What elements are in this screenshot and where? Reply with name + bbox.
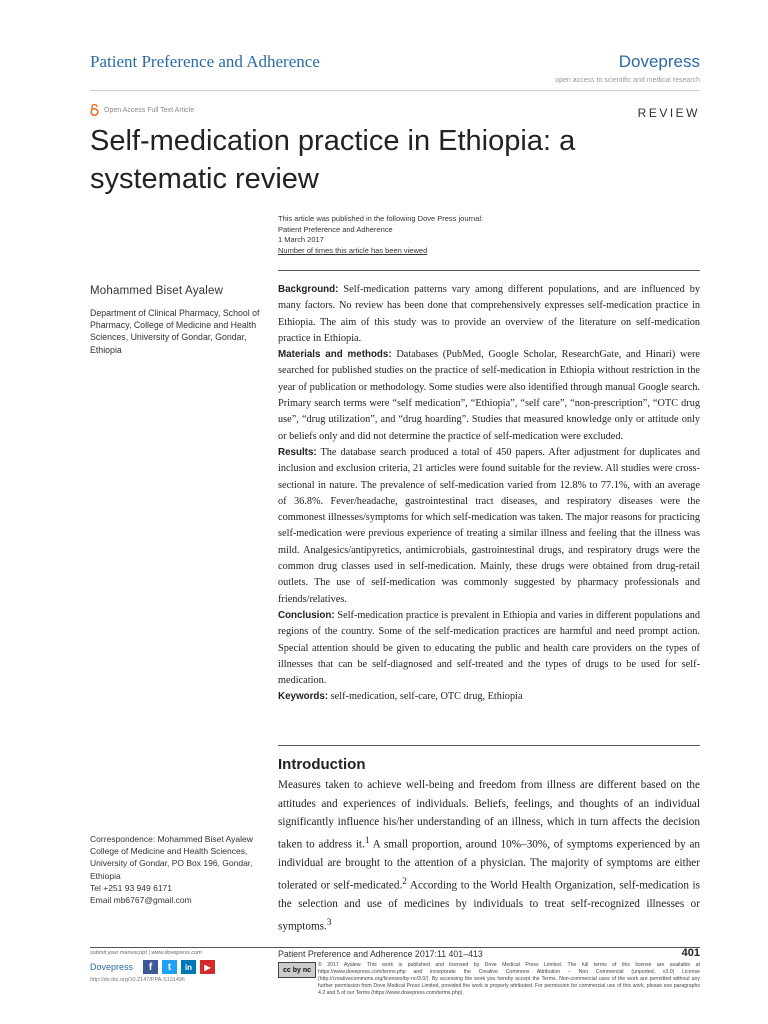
abstract-bottom-rule: [278, 745, 700, 746]
corr-tel: Tel +251 93 949 6171: [90, 882, 173, 893]
journal-citation: Patient Preference and Adherence 2017:11 401–413: [278, 949, 483, 959]
twitter-icon[interactable]: t: [162, 960, 177, 974]
intro-text: According to the World Health Organization, self-medication is the selection and use of medicines by individuals to treat self-recognized illnesses or symptoms.: [278, 879, 700, 933]
views-link[interactable]: Number of times this article has been viewed: [278, 245, 428, 255]
article-title: Self-medication practice in Ethiopia: a systematic review: [90, 125, 576, 195]
pub-info-line: This article was published in the following Dove Press journal:: [278, 214, 484, 223]
abstract-methods: [278, 347, 700, 445]
abstract-label: Keywords:: [278, 691, 329, 703]
citation-ref[interactable]: 1: [364, 835, 370, 846]
journal-title[interactable]: Patient Preference and Adherence: [90, 52, 320, 71]
social-links: [143, 960, 215, 974]
correspondence: [90, 833, 265, 906]
abstract-label: Conclusion:: [278, 609, 335, 621]
abstract-keywords: [278, 689, 700, 705]
abstract-label: Results:: [278, 446, 317, 458]
doi-link[interactable]: http://dx.doi.org/10.2147/PPA.S131496: [90, 977, 185, 983]
article-type: REVIEW: [637, 106, 700, 120]
footer-logo[interactable]: Dovepress: [90, 962, 134, 972]
header-divider: [90, 90, 700, 91]
publisher-tagline: open access to scientific and medical research: [555, 77, 700, 84]
citation-ref[interactable]: 3: [326, 917, 332, 928]
publisher-logo[interactable]: Dovepress: [618, 52, 700, 71]
abstract-text: Self-medication practice is prevalent in Ethiopia and varies in different populations and regions of the country. Some of the self-medication practices are harmful and need prompt action. Special attention should be given to educating the public and health care providers on the types of illnesses that can be self-diagnosed and self-treated and the types of drugs to be used for self-medication.: [278, 609, 700, 687]
section-heading: Introduction: [278, 756, 366, 773]
facebook-icon[interactable]: f: [143, 960, 158, 974]
abstract-text: Databases (PubMed, Google Scholar, ResearchGate, and Hinari) were searched for published studies on the practice of self-medication in Ethiopia without restriction in the year of publication or methodology. Some studies were also identified through manual Google search. Primary search terms were “self medication”, “Ethiopia”, “self care”, “non-prescription”, “OTC drug use”, “drug utilization”, and “drug hoarding”. Studies that measured knowledge only or attitude only or beliefs only and did not determine the practice of self-medication were excluded.: [278, 349, 701, 442]
abstract-conclusion: [278, 608, 700, 689]
abstract-results: [278, 445, 700, 608]
citation-ref[interactable]: 2: [402, 876, 407, 887]
abstract-text: The database search produced a total of 450 papers. After adjustment for duplicates and inclusion and exclusion criteria, 21 articles were found suitable for the review. All studies were cross-sectional in nature. The prevalence of self-medication varied from 12.8% to 77.1%, with an average of 36.8%. Fever/headache, gastrointestinal tract diseases, and respiratory diseases were the commonest illnesses/symptoms for which self-medication was taken. The major reasons for practicing self-medication were previous experience of treating a similar illness and feeling that the illness was mild. Analgesics/antipyretics, antimicrobials, gastrointestinal drugs, and respiratory drugs were the common drug classes used in self-medication. Mainly, these drugs were obtained from drug-retail outlets. The use of self-medication was commonly suggested by pharmacy professionals and friends/relatives.: [278, 446, 700, 605]
author-affiliation: Department of Clinical Pharmacy, School of Pharmacy, College of Medicine and Health Sciences, University of Gondar, Gondar, Ethiopia: [90, 308, 260, 355]
abstract-label: Background:: [278, 284, 339, 295]
cc-license-icon[interactable]: cc by nc: [278, 962, 316, 978]
intro-text: A small proportion, around 10%–30%, of symptoms experienced by an individual are brought to the attention of a physician. The majority of symptoms are either tolerated or self-medicated.: [278, 838, 700, 892]
author-name: Mohammed Biset Ayalew: [90, 285, 224, 297]
pub-info-date: 1 March 2017: [278, 235, 324, 244]
corr-email[interactable]: Email mb6767@gmail.com: [90, 895, 192, 906]
footer-rule: [90, 947, 700, 948]
publication-info: [278, 214, 483, 256]
abstract-top-rule: [278, 270, 700, 271]
introduction-text: [278, 776, 700, 936]
corr-name: Correspondence: Mohammed Biset Ayalew: [90, 834, 253, 844]
pub-info-journal: Patient Preference and Adherence: [278, 224, 393, 234]
page-number: 401: [681, 947, 700, 959]
open-access-icon: [90, 104, 99, 116]
intro-text: Measures taken to achieve well-being and freedom from illness are different based on the attitudes and experiences of individuals. Beliefs, feelings, and thoughts of an individual significantly influence his/her understanding of an illness, which in turn affects the decision taken to address it.: [278, 779, 700, 851]
license-text: © 2017 Ayalew. This work is published and licensed by Dove Medical Press Limited. The full terms of this license are available at https://www.dovepress.com/terms.php and incorporate the Creative Commons Attribution – Non Commercial (unported, v3.0) License (http://creativecommons.org/licenses/by-nc/3.0/). By accessing the work you hereby accept the Terms. Non-commercial uses of the work are permitted without any further permission from Dove Medical Press Limited, provided the work is properly attributed. For permission for commercial use of this work, please see paragraphs 4.2 and 5 of our Terms (https://www.dovepress.com/terms.php).: [318, 962, 700, 996]
submit-link[interactable]: submit your manuscript | www.dovepress.com: [90, 950, 202, 956]
youtube-icon[interactable]: ▶: [200, 960, 215, 974]
abstract-text: Self-medication patterns vary among different populations, and are influenced by many factors. No review has been done that comprehensively expresses self-medication practice in Ethiopia. The aim of this study was to provide an overview of the literature on self-medication practice in Ethiopia.: [278, 284, 700, 344]
linkedin-icon[interactable]: in: [181, 960, 196, 974]
abstract-label: Materials and methods:: [278, 349, 392, 361]
open-access-label: Open Access Full Text Article: [104, 106, 195, 114]
open-access-badge: [90, 104, 194, 116]
corr-address: College of Medicine and Health Sciences, University of Gondar, PO Box 196, Gondar, Ethiopia: [90, 846, 253, 881]
abstract-background: [278, 282, 700, 347]
abstract-text: self-medication, self-care, OTC drug, Ethiopia: [330, 691, 523, 703]
abstract: [278, 282, 700, 706]
